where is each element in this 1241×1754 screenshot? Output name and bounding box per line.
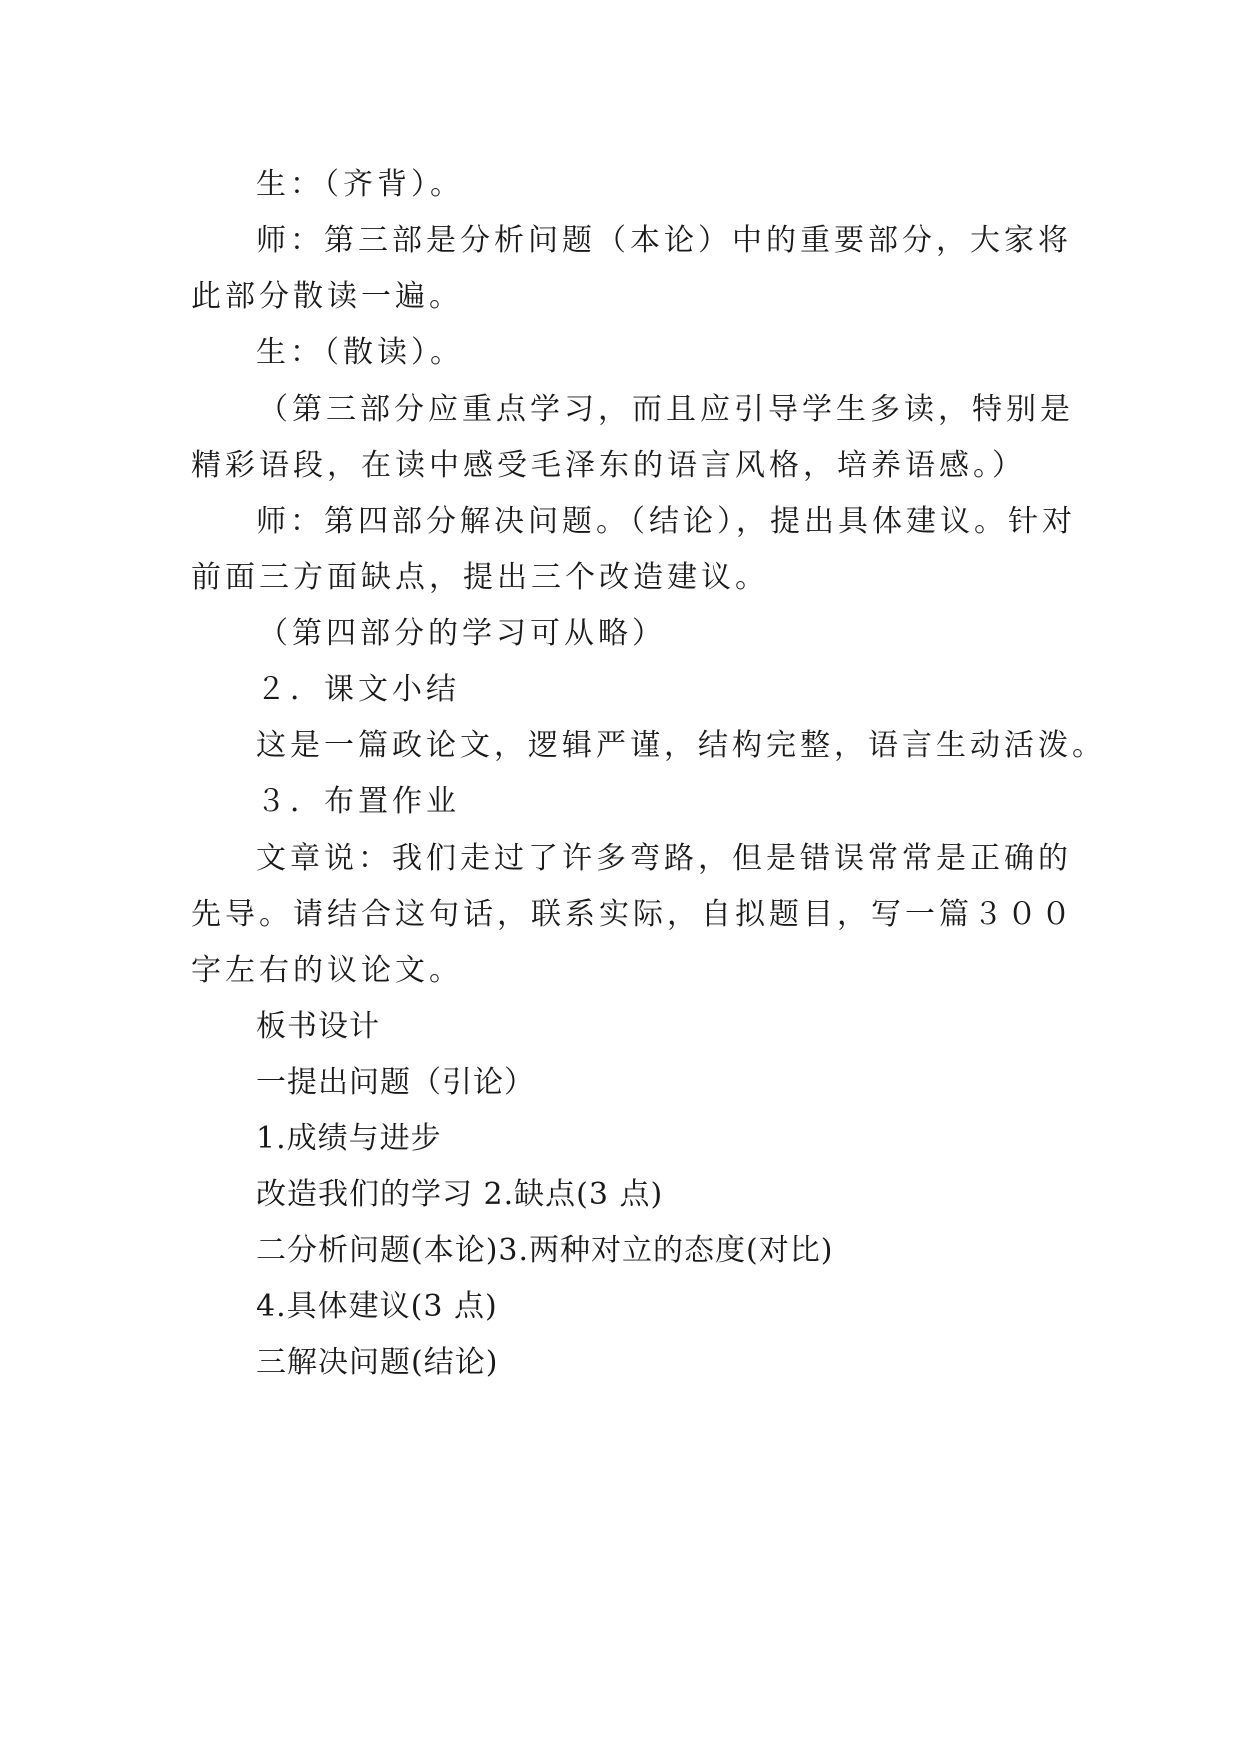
section-heading: ２．课文小结: [256, 672, 460, 707]
section-heading: ３．布置作业: [256, 784, 460, 819]
board-line: 二分析问题(本论)3.两种对立的态度(对比): [256, 1233, 834, 1268]
text-line: 精彩语段，在读中感受毛泽东的语言风格，培养语感。）: [191, 448, 1026, 483]
text-line: 师：第三部是分析问题（本论）中的重要部分，大家将: [256, 223, 1072, 258]
board-line: 改造我们的学习 2.缺点(3 点): [256, 1177, 664, 1212]
text-line: 字左右的议论文。: [191, 953, 463, 988]
text-line: 前面三方面缺点，提出三个改造建议。: [191, 560, 769, 595]
board-line: 4.具体建议(3 点): [256, 1289, 498, 1324]
board-line: 一提出问题（引论）: [256, 1065, 535, 1100]
text-line: 生：（散读）。: [256, 335, 464, 370]
text-line: （第三部分应重点学习，而且应引导学生多读，特别是: [258, 392, 1074, 427]
board-heading: 板书设计: [256, 1009, 380, 1044]
text-line: 这是一篇政论文，逻辑严谨，结构完整，语言生动活泼。: [256, 728, 1106, 763]
text-line: 先导。请结合这句话，联系实际，自拟题目，写一篇３００: [191, 897, 1075, 932]
board-line: 1.成绩与进步: [256, 1121, 442, 1156]
board-line: 三解决问题(结论): [256, 1345, 499, 1380]
text-line: 生：（齐背）。: [256, 167, 464, 202]
text-line: 此部分散读一遍。: [191, 279, 463, 314]
text-line: （第四部分的学习可从略）: [258, 616, 666, 651]
text-line: 文章说：我们走过了许多弯路，但是错误常常是正确的: [256, 841, 1072, 876]
text-line: 师：第四部分解决问题。（结论），提出具体建议。针对: [256, 504, 1076, 539]
